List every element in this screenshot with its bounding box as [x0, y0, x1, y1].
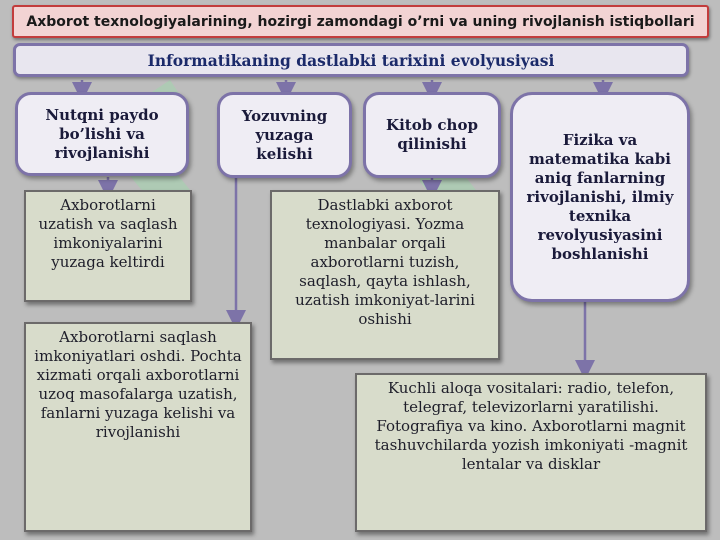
page-title: Axborot texnologiyalarining, hozirgi zamondagi o’rni va uning rivojlanish istiqbollari: [12, 5, 709, 38]
category-physics-math: Fizika va matematika kabi aniq fanlarning rivojlanishi, ilmiy texnika revolyusiyasini boshlanishi: [510, 92, 690, 302]
description-physics-math: Kuchli aloqa vositalari: radio, telefon, telegraf, televizorlarni yaratilishi. Fotografiya va kino. Axborotlarni magnit tashuvchilarda yozish imkoniyati -magnit lentalar va disklar: [355, 373, 707, 532]
description-book-printing: Dastlabki axborot texnologiyasi. Yozma manbalar orqali axborotlarni tuzish, saqlash, qayta ishlash, uzatish imkoniyat-larini oshishi: [270, 190, 500, 360]
description-writing: Axborotlarni saqlash imkoniyatlari oshdi. Pochta xizmati orqali axborotlarni uzoq masofalarga uzatish, fanlarni yuzaga kelishi va rivojlanishi: [24, 322, 252, 532]
description-speech: Axborotlarni uzatish va saqlash imkoniyalarini yuzaga keltirdi: [24, 190, 192, 302]
category-writing: Yozuvning yuzaga kelishi: [217, 92, 352, 178]
category-speech: Nutqni paydo bo’lishi va rivojlanishi: [15, 92, 189, 176]
category-book-printing: Kitob chop qilinishi: [363, 92, 501, 178]
diagram-header: Informatikaning dastlabki tarixini evolyusiyasi: [13, 43, 689, 77]
